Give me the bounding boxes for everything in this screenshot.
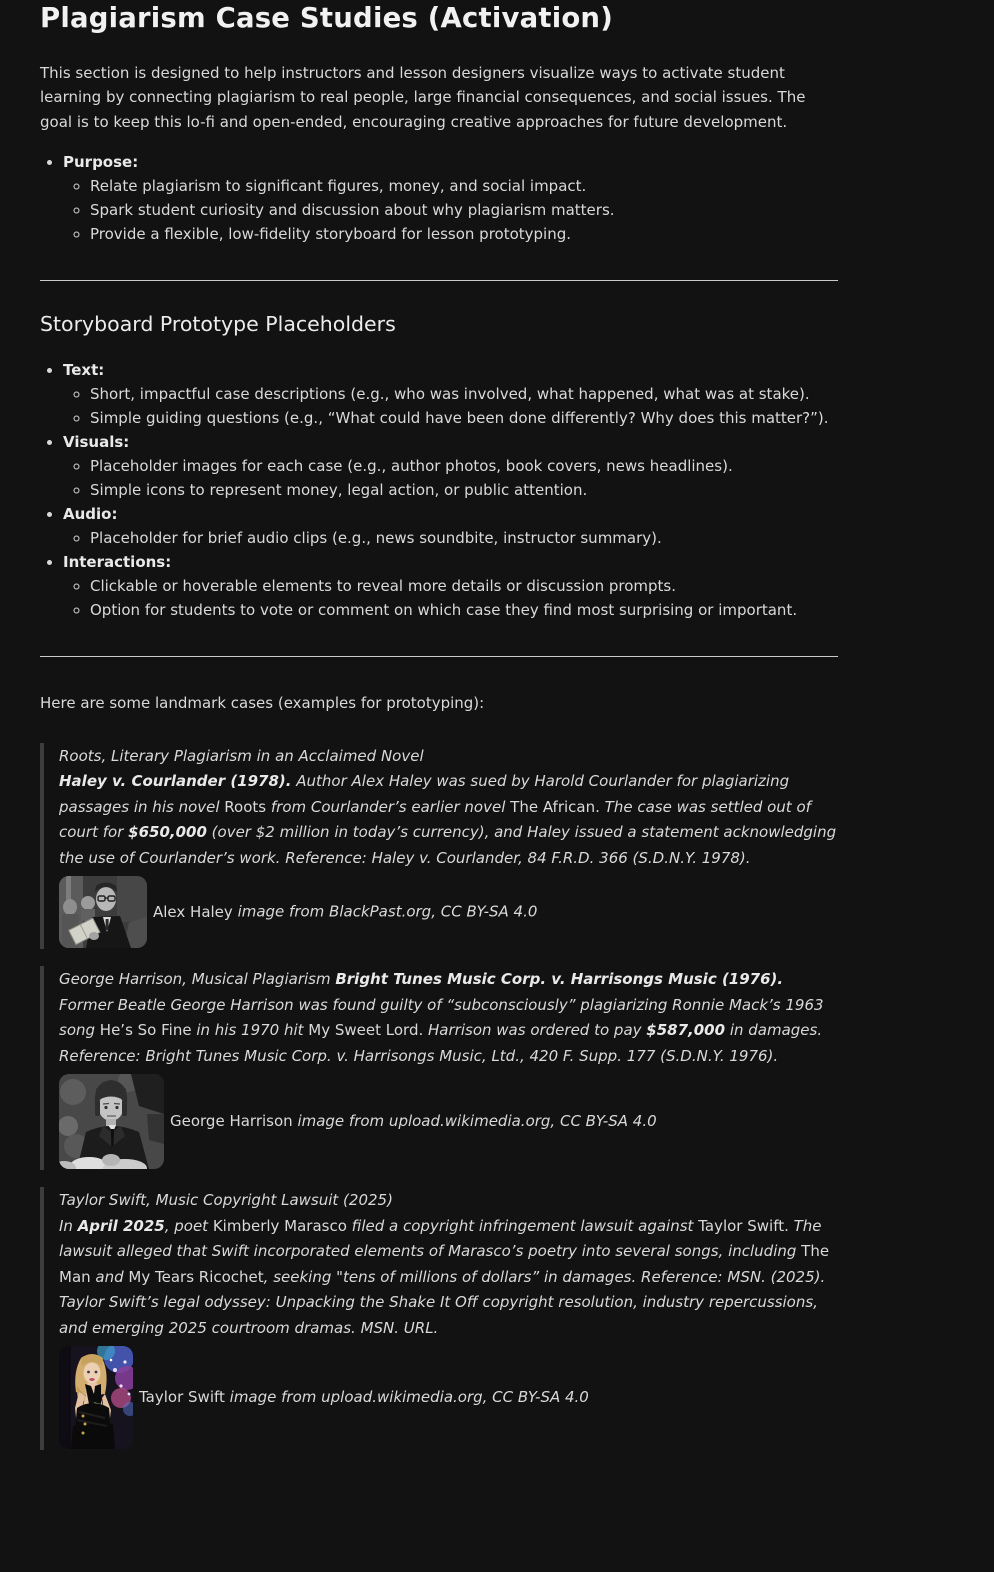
case-text-segment: . bbox=[418, 1021, 429, 1040]
case-text-segment: Bright Tunes Music Corp. v. Harrisongs Music (1976). bbox=[335, 970, 784, 989]
case-text bbox=[59, 1188, 838, 1341]
case-text-segment: $650,000 bbox=[128, 823, 207, 842]
case-text-segment: (over $2 million in today’s currency), and Haley issued a statement acknowledging the use of Courlander’s work. Reference: Haley v. Courlander, 84 F.R.D. 366 (S.D.N.Y. 1978). bbox=[59, 823, 837, 867]
list-item: ◦ Simple icons to represent money, legal action, or public attention. bbox=[90, 478, 838, 502]
case-text-segment: in his 1970 hit bbox=[191, 1021, 309, 1040]
case-block-swift bbox=[40, 1187, 838, 1450]
group-label: Visuals: bbox=[63, 432, 130, 451]
case-block-haley bbox=[40, 743, 838, 950]
list-item: ◦ Spark student curiosity and discussion about why plagiarism matters. bbox=[90, 198, 838, 222]
case-text-segment: Harrison was ordered to pay bbox=[428, 1021, 647, 1040]
group-sublist bbox=[63, 526, 838, 550]
list-item: ◦ Relate plagiarism to significant figures, money, and social impact. bbox=[90, 174, 838, 198]
case-text-segment: Kimberly Marasco bbox=[212, 1216, 347, 1235]
case-text-segment: My Sweet Lord bbox=[308, 1021, 419, 1040]
case-caption-credit: image from upload.wikimedia.org, CC BY-SA 4.0 bbox=[297, 1112, 657, 1131]
case-text-segment: Taylor Swift, Music Copyright Lawsuit (2025) bbox=[59, 1191, 393, 1210]
cases-intro: Here are some landmark cases (examples for prototyping): bbox=[40, 693, 485, 712]
case-text-segment: , poet bbox=[164, 1216, 213, 1235]
case-text-segment: . bbox=[784, 1216, 794, 1235]
case-text-segment: The lawsuit alleged that Swift incorporated elements of Marasco’s poetry into several songs, including bbox=[59, 1216, 822, 1261]
page-title: Plagiarism Case Studies (Activation) bbox=[40, 2, 613, 34]
case-text-segment: George Harrison, Musical Plagiarism bbox=[59, 970, 336, 989]
case-caption-name: George Harrison bbox=[170, 1112, 298, 1131]
storyboard-group-text bbox=[63, 358, 838, 430]
case-caption bbox=[59, 876, 838, 948]
case-text-segment: In bbox=[59, 1216, 78, 1235]
case-text-segment: Author Alex Haley was sued by Harold Courlander for plagiarizing passages in his novel bbox=[59, 772, 790, 816]
case-text-segment: $587,000 bbox=[646, 1021, 726, 1040]
case-text-segment: filed a copyright infringement lawsuit against bbox=[346, 1216, 699, 1235]
case-text-segment: Haley v. Courlander (1978). bbox=[59, 772, 292, 791]
taylor-swift-photo bbox=[59, 1346, 133, 1449]
case-text-segment: , seeking "tens of millions of dollars” in damages. Reference: MSN. (2025). Taylor Swift’s legal odyssey: Unpacking the Shake It Off copyright resolution, industry repercussions, and emerging 2025 courtroom dramas. MSN. URL. bbox=[59, 1267, 826, 1337]
case-text-segment: . bbox=[595, 797, 605, 816]
case-text-segment: The African bbox=[510, 797, 596, 816]
case-text-segment: and bbox=[90, 1267, 129, 1286]
storyboard-group-interactions bbox=[63, 550, 838, 622]
divider bbox=[40, 656, 838, 657]
list-item: ◦ Simple guiding questions (e.g., “What could have been done differently? Why does this matter?”). bbox=[90, 406, 838, 430]
purpose-list bbox=[40, 150, 838, 246]
divider bbox=[40, 280, 838, 281]
group-label: Text: bbox=[63, 360, 105, 379]
purpose-label: Purpose: bbox=[63, 152, 139, 171]
purpose-list-item bbox=[63, 150, 838, 246]
case-text-segment: Former Beatle George Harrison was found guilty of “subconsciously” plagiarizing Ronnie Mack’s 1963 song bbox=[59, 995, 824, 1040]
case-text-segment: April 2025 bbox=[77, 1216, 165, 1235]
list-item: ◦ Option for students to vote or comment on which case they find most surprising or important. bbox=[90, 598, 838, 622]
case-text-segment: Roots, Literary Plagiarism in an Acclaimed Novel bbox=[59, 746, 424, 765]
case-caption-name: Alex Haley bbox=[153, 902, 238, 921]
case-caption bbox=[59, 1074, 838, 1169]
list-item: ◦ Placeholder for brief audio clips (e.g., news soundbite, instructor summary). bbox=[90, 526, 838, 550]
case-text-segment: He’s So Fine bbox=[99, 1021, 192, 1040]
case-caption-credit: image from upload.wikimedia.org, CC BY-SA 4.0 bbox=[229, 1388, 589, 1407]
case-text bbox=[59, 967, 838, 1069]
purpose-sublist bbox=[63, 174, 838, 246]
list-item: ◦ Clickable or hoverable elements to reveal more details or discussion prompts. bbox=[90, 574, 838, 598]
case-text-segment: The Man bbox=[59, 1242, 830, 1286]
case-text-segment: Roots bbox=[224, 797, 267, 816]
case-caption-credit: image from BlackPast.org, CC BY-SA 4.0 bbox=[237, 902, 538, 921]
storyboard-heading: Storyboard Prototype Placeholders bbox=[40, 311, 396, 336]
case-text-segment: from Courlander’s earlier novel bbox=[266, 797, 511, 816]
group-label: Interactions: bbox=[63, 552, 172, 571]
list-item: ◦ Provide a flexible, low-fidelity storyboard for lesson prototyping. bbox=[90, 222, 838, 246]
storyboard-list bbox=[40, 358, 838, 622]
case-text-segment: My Tears Ricochet bbox=[128, 1267, 264, 1286]
case-text-segment: Taylor Swift bbox=[698, 1216, 785, 1235]
group-sublist bbox=[63, 454, 838, 502]
case-caption-name: Taylor Swift bbox=[139, 1388, 230, 1407]
intro-paragraph: This section is designed to help instructors and lesson designers visualize ways to activate student learning by connecting plagiarism to real people, large financial consequences, and social issues. The goal is to keep this lo-fi and open-ended, encouraging creative approaches for future development. bbox=[40, 64, 806, 131]
case-text bbox=[59, 744, 838, 872]
group-sublist bbox=[63, 574, 838, 622]
storyboard-group-audio bbox=[63, 502, 838, 550]
case-caption bbox=[59, 1346, 838, 1449]
case-text-segment: The case was settled out of court for bbox=[59, 797, 811, 842]
group-sublist bbox=[63, 382, 838, 430]
group-label: Audio: bbox=[63, 504, 118, 523]
list-item: ◦ Placeholder images for each case (e.g., author photos, book covers, news headlines). bbox=[90, 454, 838, 478]
list-item: ◦ Short, impactful case descriptions (e.g., who was involved, what happened, what was at stake). bbox=[90, 382, 838, 406]
george-harrison-photo bbox=[59, 1074, 164, 1169]
case-block-harrison bbox=[40, 966, 838, 1170]
case-text-segment: in damages. Reference: Bright Tunes Music Corp. v. Harrisongs Music, Ltd., 420 F. Supp. 177 (S.D.N.Y. 1976). bbox=[59, 1021, 823, 1065]
alex-haley-photo bbox=[59, 876, 147, 948]
storyboard-group-visuals bbox=[63, 430, 838, 502]
